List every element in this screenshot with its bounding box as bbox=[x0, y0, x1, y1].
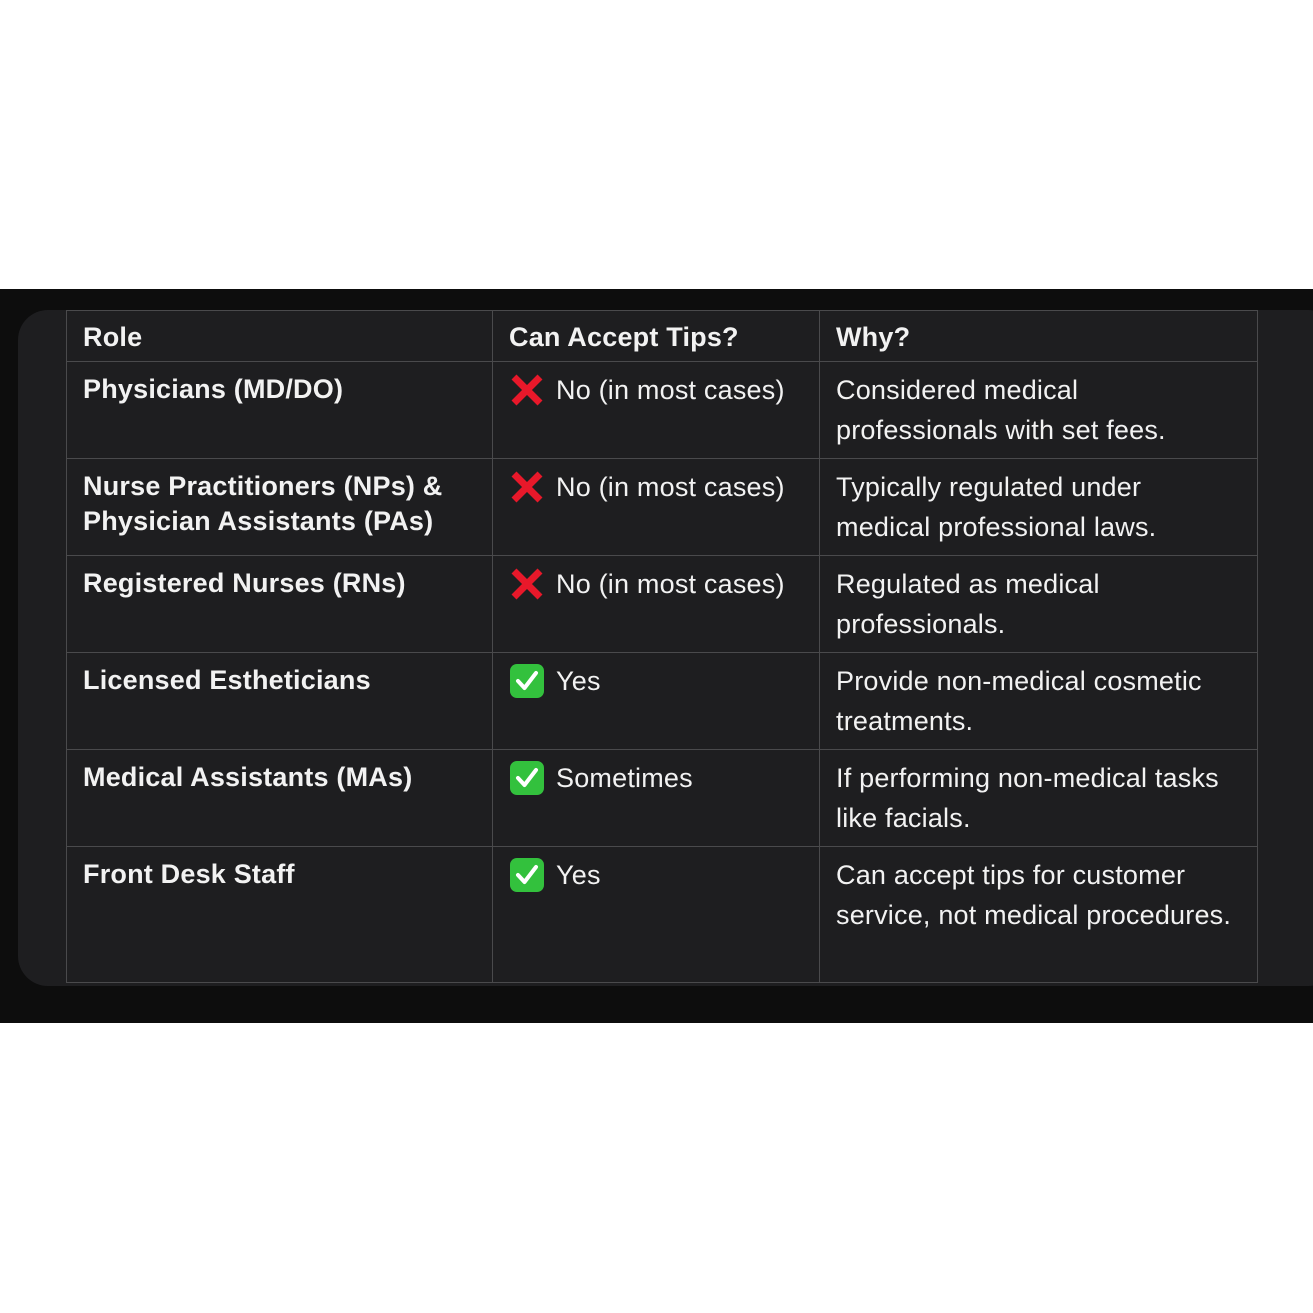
status-text: Sometimes bbox=[556, 763, 693, 793]
header-role: Role bbox=[67, 311, 493, 362]
role-cell: Medical Assistants (MAs) bbox=[67, 750, 493, 847]
why-cell: Typically regulated under medical professional laws. bbox=[820, 459, 1258, 556]
green-check-icon bbox=[509, 663, 545, 699]
status-cell bbox=[493, 362, 820, 459]
role-cell: Physicians (MD/DO) bbox=[67, 362, 493, 459]
status-text: Yes bbox=[556, 666, 601, 696]
table-row bbox=[67, 362, 1258, 459]
status-cell bbox=[493, 459, 820, 556]
status-cell bbox=[493, 750, 820, 847]
status-text: Yes bbox=[556, 860, 601, 890]
green-check-icon bbox=[509, 760, 545, 796]
red-cross-icon bbox=[509, 372, 545, 408]
status-cell bbox=[493, 653, 820, 750]
tips-table bbox=[66, 310, 1258, 983]
table-row bbox=[67, 847, 1258, 983]
red-cross-icon bbox=[509, 469, 545, 505]
role-cell: Front Desk Staff bbox=[67, 847, 493, 983]
table-row bbox=[67, 653, 1258, 750]
role-cell: Licensed Estheticians bbox=[67, 653, 493, 750]
status-cell bbox=[493, 847, 820, 983]
red-cross-icon bbox=[509, 566, 545, 602]
why-cell: Provide non-medical cosmetic treatments. bbox=[820, 653, 1258, 750]
header-can-accept-tips: Can Accept Tips? bbox=[493, 311, 820, 362]
status-text: No (in most cases) bbox=[556, 472, 785, 502]
table-row bbox=[67, 556, 1258, 653]
header-why: Why? bbox=[820, 311, 1258, 362]
status-text: No (in most cases) bbox=[556, 569, 785, 599]
role-cell: Registered Nurses (RNs) bbox=[67, 556, 493, 653]
why-cell: If performing non-medical tasks like facials. bbox=[820, 750, 1258, 847]
role-cell: Nurse Practitioners (NPs) & Physician Assistants (PAs) bbox=[67, 459, 493, 556]
table-header-row bbox=[67, 311, 1258, 362]
why-cell: Regulated as medical professionals. bbox=[820, 556, 1258, 653]
status-text: No (in most cases) bbox=[556, 375, 785, 405]
green-check-icon bbox=[509, 857, 545, 893]
table-row bbox=[67, 750, 1258, 847]
why-cell: Considered medical professionals with set fees. bbox=[820, 362, 1258, 459]
why-cell: Can accept tips for customer service, not medical procedures. bbox=[820, 847, 1258, 983]
status-cell bbox=[493, 556, 820, 653]
table-row bbox=[67, 459, 1258, 556]
